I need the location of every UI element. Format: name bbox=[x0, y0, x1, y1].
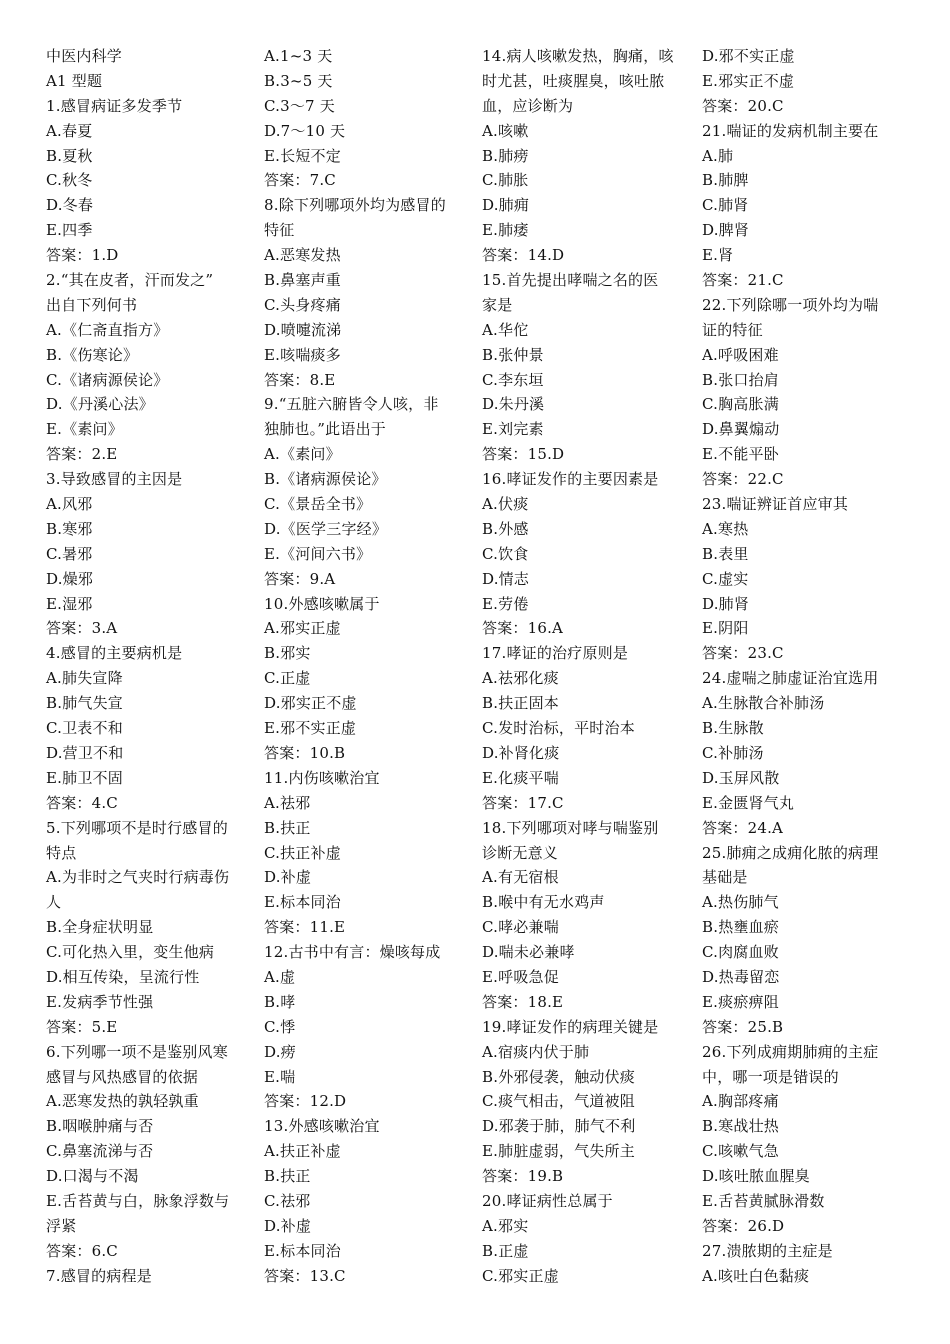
text-line: D.7～10 天 bbox=[264, 121, 346, 140]
text-line: 4.感冒的主要病机是 bbox=[46, 644, 183, 663]
text-line: 答案：10.B bbox=[264, 743, 346, 762]
text-line: D.情志 bbox=[482, 569, 530, 588]
text-line: C.鼻塞流涕与否 bbox=[46, 1142, 154, 1161]
text-line: D.咳吐脓血腥臭 bbox=[702, 1167, 810, 1186]
text-line: 答案：23.C bbox=[702, 644, 784, 663]
text-line: B.全身症状明显 bbox=[46, 918, 154, 937]
text-line: C.暑邪 bbox=[46, 544, 93, 563]
text-line: 答案：7.C bbox=[264, 171, 336, 190]
text-line: E.劳倦 bbox=[482, 594, 529, 613]
text-line: A.春夏 bbox=[46, 121, 93, 140]
text-line: 证的特征 bbox=[702, 320, 763, 339]
text-line: D.补虚 bbox=[264, 868, 312, 887]
text-line: D.《丹溪心法》 bbox=[46, 395, 154, 414]
text-line: B.《伤寒论》 bbox=[46, 345, 139, 364]
text-line: 答案：3.A bbox=[46, 619, 118, 638]
text-line: 出自下列何书 bbox=[46, 295, 138, 314]
text-line: A.邪实 bbox=[482, 1216, 529, 1235]
text-line: 答案：21.C bbox=[702, 271, 784, 290]
text-line: 家是 bbox=[482, 295, 513, 314]
text-line: B.扶正 bbox=[264, 818, 311, 837]
text-line: A.风邪 bbox=[46, 495, 93, 514]
text-line: A.祛邪化痰 bbox=[482, 669, 559, 688]
text-line: 20.哮证病性总属于 bbox=[482, 1191, 613, 1210]
text-line: 11.内伤咳嗽治宜 bbox=[264, 768, 380, 787]
text-column-1 bbox=[46, 44, 251, 1289]
text-line: C.可化热入里，变生他病 bbox=[46, 943, 215, 962]
text-line: 答案：25.B bbox=[702, 1017, 784, 1036]
text-line: 18.下列哪项对哮与喘鉴别 bbox=[482, 818, 659, 837]
text-line: E.痰瘀痹阻 bbox=[702, 992, 779, 1011]
text-line: B.咽喉肿痛与否 bbox=[46, 1117, 154, 1136]
text-line: C.悸 bbox=[264, 1017, 296, 1036]
text-line: C.正虚 bbox=[264, 669, 311, 688]
text-line: A.虚 bbox=[264, 967, 296, 986]
text-line: 13.外感咳嗽治宜 bbox=[264, 1117, 380, 1136]
text-line: D.邪实正不虚 bbox=[264, 694, 357, 713]
text-line: 答案：5.E bbox=[46, 1017, 118, 1036]
text-line: E.化痰平喘 bbox=[482, 768, 559, 787]
text-line: D.燥邪 bbox=[46, 569, 94, 588]
text-line: A.《仁斋直指方》 bbox=[46, 320, 169, 339]
text-line: 1.感冒病证多发季节 bbox=[46, 96, 183, 115]
text-line: E.金匮肾气丸 bbox=[702, 793, 795, 812]
text-line: A.有无宿根 bbox=[482, 868, 559, 887]
text-line: A.1~3 天 bbox=[264, 47, 333, 65]
text-line: A.祛邪 bbox=[264, 793, 311, 812]
text-line: 3.导致感冒的主因是 bbox=[46, 470, 183, 489]
text-line: A.咳吐白色黏痰 bbox=[702, 1266, 810, 1285]
text-line: 答案：15.D bbox=[482, 445, 565, 464]
text-line: A.恶寒发热的孰轻孰重 bbox=[46, 1092, 199, 1111]
text-line: 答案：9.A bbox=[264, 569, 336, 588]
text-line: A.华佗 bbox=[482, 320, 529, 339]
text-line: C.邪实正虚 bbox=[482, 1266, 559, 1285]
text-line: 特点 bbox=[46, 843, 77, 862]
text-line: 基础是 bbox=[702, 868, 748, 887]
text-line: E.发病季节性强 bbox=[46, 992, 154, 1011]
text-line: 答案：12.D bbox=[264, 1092, 347, 1111]
text-line: 感冒与风热感冒的依据 bbox=[46, 1067, 199, 1086]
text-line: C.祛邪 bbox=[264, 1191, 311, 1210]
text-line: C.卫表不和 bbox=[46, 719, 123, 738]
text-line: D.热毒留恋 bbox=[702, 967, 780, 986]
text-line: 5.下列哪项不是时行感冒的 bbox=[46, 818, 228, 837]
text-line: C.胸高胀满 bbox=[702, 395, 779, 414]
text-line: 23.喘证辨证首应审其 bbox=[702, 495, 849, 514]
text-line: 时尤甚，吐痰腥臭，咳吐脓 bbox=[482, 71, 665, 90]
text-column-4 bbox=[702, 44, 912, 1289]
text-line: 10.外感咳嗽属于 bbox=[264, 594, 380, 613]
text-line: A.呼吸困难 bbox=[702, 345, 779, 364]
text-line: 12.古书中有言：燥咳每成 bbox=[264, 943, 441, 962]
text-line: E.《河间六书》 bbox=[264, 544, 372, 563]
text-line: 中，哪一项是错误的 bbox=[702, 1067, 839, 1086]
text-line: A.恶寒发热 bbox=[264, 246, 341, 265]
text-line: E.舌苔黄腻脉滑数 bbox=[702, 1191, 825, 1210]
text-line: 特征 bbox=[264, 221, 295, 240]
text-line: B.肺气失宣 bbox=[46, 694, 123, 713]
text-line: E.肺卫不固 bbox=[46, 768, 123, 787]
text-line: D.肺痈 bbox=[482, 196, 530, 215]
text-line: D.口渴与不渴 bbox=[46, 1167, 139, 1186]
text-line: 21.喘证的发病机制主要在 bbox=[702, 121, 879, 140]
text-line: A.肺 bbox=[702, 146, 734, 165]
text-line: 6.下列哪一项不是鉴别风寒 bbox=[46, 1042, 228, 1061]
text-line: E.《素问》 bbox=[46, 420, 123, 439]
text-line: D.冬春 bbox=[46, 196, 94, 215]
text-line: E.邪不实正虚 bbox=[264, 719, 357, 738]
text-line: D.邪不实正虚 bbox=[702, 47, 795, 65]
text-line: 9.“五脏六腑皆令人咳，非 bbox=[264, 395, 439, 414]
text-line: C.《景岳全书》 bbox=[264, 495, 372, 514]
text-line: C.秋冬 bbox=[46, 171, 93, 190]
text-line: B.寒邪 bbox=[46, 519, 93, 538]
text-line: C.肺肾 bbox=[702, 196, 749, 215]
text-line: 答案：11.E bbox=[264, 918, 346, 937]
text-line: B.肺痨 bbox=[482, 146, 529, 165]
text-line: E.咳喘痰多 bbox=[264, 345, 341, 364]
text-line: 中医内科学 bbox=[46, 47, 123, 65]
text-line: D.补肾化痰 bbox=[482, 743, 560, 762]
text-line: C.《诸病源侯论》 bbox=[46, 370, 169, 389]
text-line: 15.首先提出哮喘之名的医 bbox=[482, 271, 659, 290]
text-line: D.脾肾 bbox=[702, 221, 750, 240]
text-line: 24.虚喘之肺虚证治宜选用 bbox=[702, 669, 879, 688]
text-line: 浮紧 bbox=[46, 1216, 77, 1235]
text-line: B.夏秋 bbox=[46, 146, 93, 165]
text-line: B.生脉散 bbox=[702, 719, 764, 738]
text-line: B.喉中有无水鸡声 bbox=[482, 893, 605, 912]
text-line: D.邪袭于肺，肺气不利 bbox=[482, 1117, 636, 1136]
text-line: A.伏痰 bbox=[482, 495, 529, 514]
text-line: 14.病人咳嗽发热，胸痛，咳 bbox=[482, 47, 674, 65]
text-line: E.不能平卧 bbox=[702, 445, 779, 464]
text-line: C.虚实 bbox=[702, 569, 749, 588]
text-line: 独肺也。”此语出于 bbox=[264, 420, 386, 439]
text-line: B.3~5 天 bbox=[264, 71, 333, 90]
text-line: 26.下列成痈期肺痈的主症 bbox=[702, 1042, 879, 1061]
text-column-2 bbox=[264, 44, 474, 1289]
text-line: 17.哮证的治疗原则是 bbox=[482, 644, 629, 663]
text-line: B.张仲景 bbox=[482, 345, 544, 364]
text-line: B.扶正 bbox=[264, 1167, 311, 1186]
text-line: 19.哮证发作的病理关键是 bbox=[482, 1017, 659, 1036]
text-line: B.肺脾 bbox=[702, 171, 749, 190]
text-line: B.外感 bbox=[482, 519, 529, 538]
text-line: D.玉屏风散 bbox=[702, 768, 780, 787]
text-line: D.肺肾 bbox=[702, 594, 750, 613]
text-line: 答案：26.D bbox=[702, 1216, 785, 1235]
text-line: A.邪实正虚 bbox=[264, 619, 341, 638]
text-line: E.肾 bbox=[702, 246, 734, 265]
text-line: C.头身疼痛 bbox=[264, 295, 341, 314]
text-line: E.邪实正不虚 bbox=[702, 71, 795, 90]
text-line: 答案：19.B bbox=[482, 1167, 564, 1186]
text-line: A.为非时之气夹时行病毒伤 bbox=[46, 868, 230, 887]
text-line: D.痨 bbox=[264, 1042, 296, 1061]
text-line: 答案：18.E bbox=[482, 992, 564, 1011]
text-line: 答案：8.E bbox=[264, 370, 336, 389]
text-line: 2.“其在皮者，汗而发之” bbox=[46, 271, 214, 290]
text-line: B.寒战壮热 bbox=[702, 1117, 779, 1136]
text-line: B.热壅血瘀 bbox=[702, 918, 779, 937]
text-column-3 bbox=[482, 44, 692, 1289]
text-line: A.宿痰内伏于肺 bbox=[482, 1042, 590, 1061]
text-line: 答案：20.C bbox=[702, 96, 784, 115]
text-line: D.营卫不和 bbox=[46, 743, 124, 762]
text-line: D.喷嚏流涕 bbox=[264, 320, 342, 339]
text-line: D.补虚 bbox=[264, 1216, 312, 1235]
text-line: B.鼻塞声重 bbox=[264, 271, 341, 290]
text-line: B.扶正固本 bbox=[482, 694, 559, 713]
text-line: E.标本同治 bbox=[264, 1241, 341, 1260]
text-line: 答案：22.C bbox=[702, 470, 784, 489]
text-line: B.正虚 bbox=[482, 1241, 529, 1260]
text-line: A.肺失宣降 bbox=[46, 669, 123, 688]
text-line: 答案：2.E bbox=[46, 445, 118, 464]
text-line: C.李东垣 bbox=[482, 370, 544, 389]
text-line: E.湿邪 bbox=[46, 594, 93, 613]
text-line: A.寒热 bbox=[702, 519, 749, 538]
text-line: A.生脉散合补肺汤 bbox=[702, 694, 825, 713]
text-line: 22.下列除哪一项外均为喘 bbox=[702, 295, 879, 314]
text-line: C.发时治标，平时治本 bbox=[482, 719, 635, 738]
text-line: D.喘未必兼哮 bbox=[482, 943, 575, 962]
text-line: B.张口抬肩 bbox=[702, 370, 779, 389]
text-line: 27.溃脓期的主症是 bbox=[702, 1241, 833, 1260]
text-line: 诊断无意义 bbox=[482, 843, 559, 862]
text-line: B.邪实 bbox=[264, 644, 311, 663]
text-line: 25.肺痈之成痈化脓的病理 bbox=[702, 843, 879, 862]
text-line: A.咳嗽 bbox=[482, 121, 529, 140]
text-line: C.肺胀 bbox=[482, 171, 529, 190]
text-line: E.喘 bbox=[264, 1067, 296, 1086]
text-line: D.朱丹溪 bbox=[482, 395, 545, 414]
text-line: C.咳嗽气急 bbox=[702, 1142, 779, 1161]
text-line: E.刘完素 bbox=[482, 420, 544, 439]
text-line: E.舌苔黄与白，脉象浮数与 bbox=[46, 1191, 230, 1210]
text-line: E.四季 bbox=[46, 221, 93, 240]
text-line: A.胸部疼痛 bbox=[702, 1092, 779, 1111]
text-line: D.鼻翼煽动 bbox=[702, 420, 780, 439]
text-line: A.热伤肺气 bbox=[702, 893, 779, 912]
text-line: B.《诸病源侯论》 bbox=[264, 470, 387, 489]
text-line: 答案：16.A bbox=[482, 619, 564, 638]
text-line: E.肺脏虚弱，气失所主 bbox=[482, 1142, 635, 1161]
text-line: B.外邪侵袭，触动伏痰 bbox=[482, 1067, 635, 1086]
text-line: 答案：13.C bbox=[264, 1266, 346, 1285]
text-line: 8.除下列哪项外均为感冒的 bbox=[264, 196, 446, 215]
text-line: E.标本同治 bbox=[264, 893, 341, 912]
text-line: 答案：24.A bbox=[702, 818, 784, 837]
text-line: E.肺痿 bbox=[482, 221, 529, 240]
text-line: E.呼吸急促 bbox=[482, 967, 559, 986]
text-line: B.表里 bbox=[702, 544, 749, 563]
text-line: E.长短不定 bbox=[264, 146, 341, 165]
text-line: 答案：6.C bbox=[46, 1241, 118, 1260]
text-line: 人 bbox=[46, 893, 62, 912]
text-line: 16.哮证发作的主要因素是 bbox=[482, 470, 659, 489]
text-line: 答案：14.D bbox=[482, 246, 565, 265]
text-line: D.《医学三字经》 bbox=[264, 519, 388, 538]
text-line: C.扶正补虚 bbox=[264, 843, 341, 862]
text-line: 7.感冒的病程是 bbox=[46, 1266, 152, 1285]
text-line: C.补肺汤 bbox=[702, 743, 764, 762]
text-line: 血，应诊断为 bbox=[482, 96, 574, 115]
text-line: E.阴阳 bbox=[702, 619, 749, 638]
text-line: 答案：4.C bbox=[46, 793, 118, 812]
text-line: D.相互传染，呈流行性 bbox=[46, 967, 200, 986]
text-line: C.饮食 bbox=[482, 544, 529, 563]
text-line: B.哮 bbox=[264, 992, 296, 1011]
text-line: 答案：17.C bbox=[482, 793, 564, 812]
text-line: A.《素问》 bbox=[264, 445, 341, 464]
text-line: C.肉腐血败 bbox=[702, 943, 779, 962]
text-line: A1 型题 bbox=[46, 71, 103, 90]
text-line: C.痰气相击，气道被阻 bbox=[482, 1092, 635, 1111]
text-line: C.哮必兼喘 bbox=[482, 918, 559, 937]
text-line: C.3～7 天 bbox=[264, 96, 335, 115]
text-line: 答案：1.D bbox=[46, 246, 119, 265]
text-line: A.扶正补虚 bbox=[264, 1142, 341, 1161]
